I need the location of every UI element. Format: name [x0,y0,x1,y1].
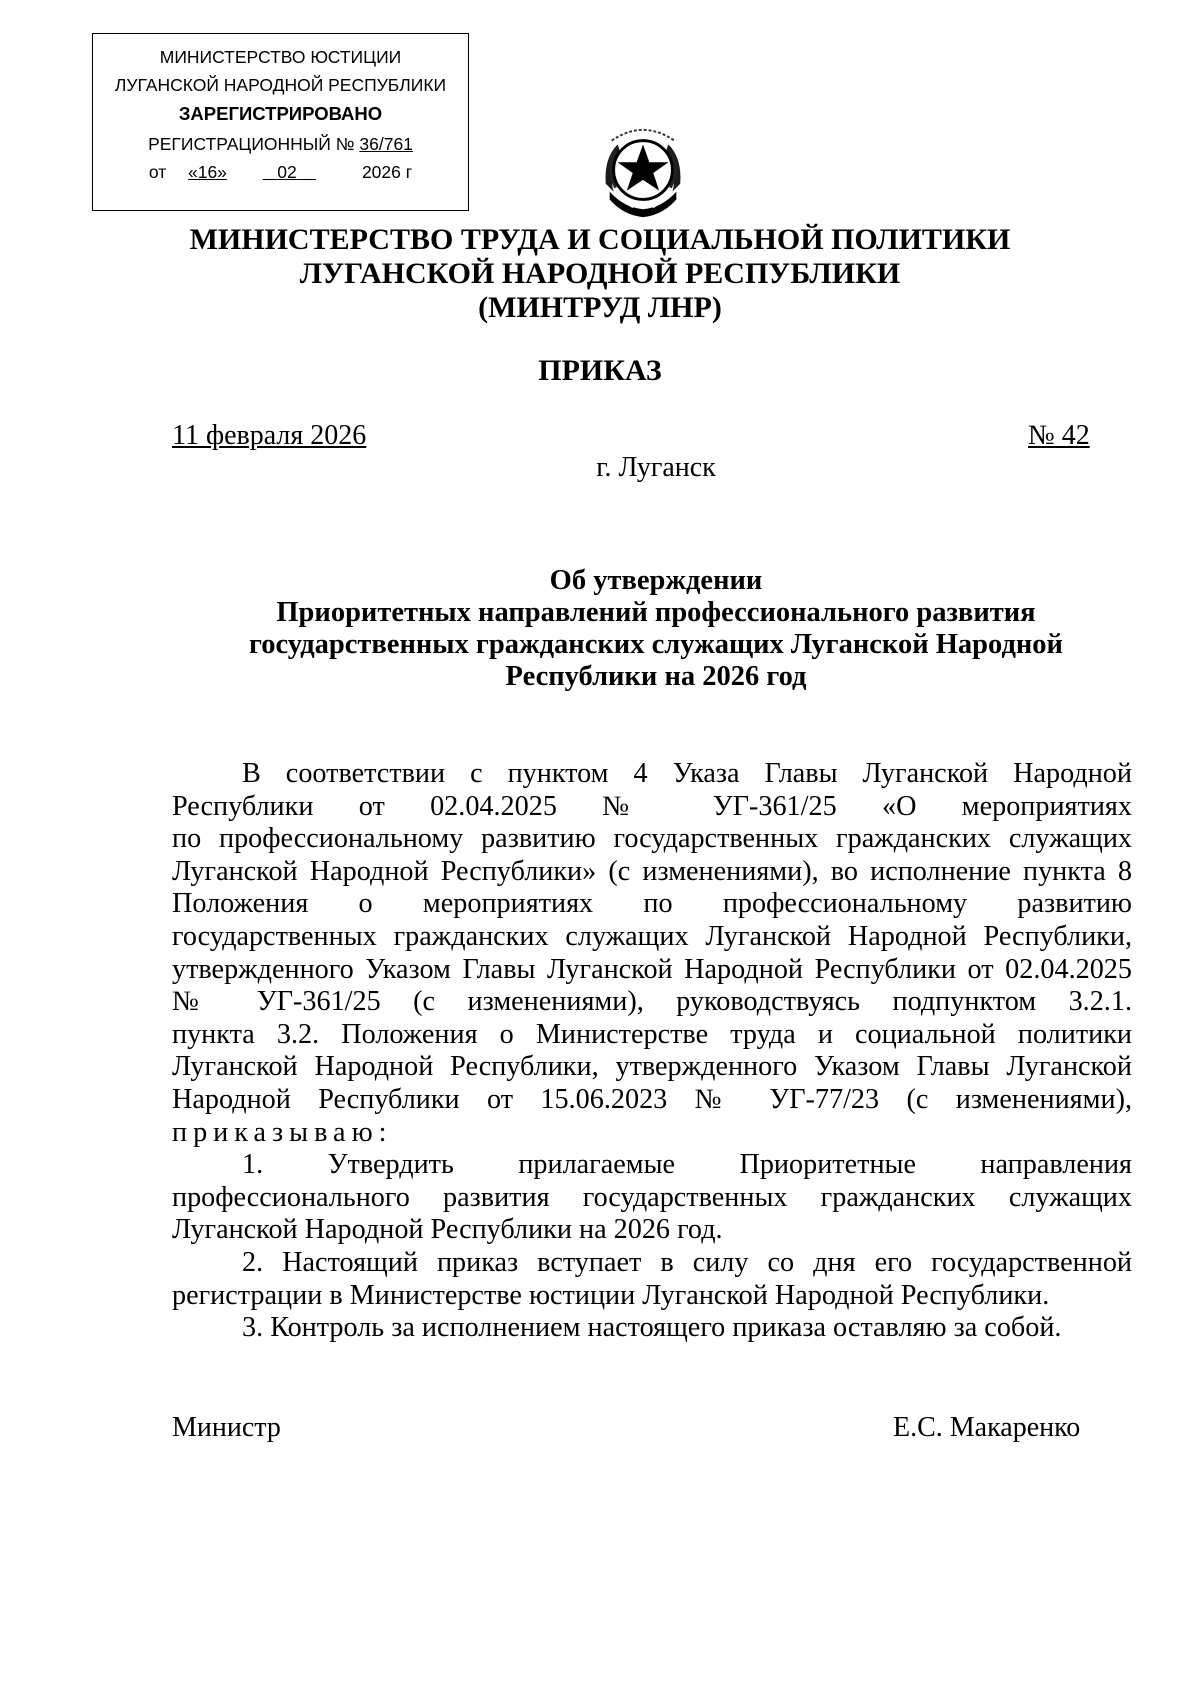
stamp-reg-label: РЕГИСТРАЦИОННЫЙ № [148,134,355,154]
stamp-date-prefix: от [148,162,167,182]
preamble-line: утвержденного Указом Главы Луганской Народной Республики от 02.04.2025 [172,953,1132,985]
preamble-line: Республики от 02.04.2025 № УГ-361/25 «О мероприятиях [172,790,1132,822]
stamp-year: 2026 г [361,162,413,182]
item3-line: 3. Контроль за исполнением настоящего приказа оставляю за собой. [242,1312,1062,1344]
item1-line: 1. Утвердить прилагаемые Приоритетные направления [242,1149,1132,1181]
republic-emblem-icon [594,122,692,222]
preamble-line: Народной Республики от 15.06.2023 № УГ-77/23 (с изменениями), [172,1083,1132,1115]
stamp-status: ЗАРЕГИСТРИРОВАНО [178,103,383,124]
order-title-line1: Об утверждении [549,565,763,596]
order-city: г. Луганск [596,452,716,483]
ministry-name-line1: МИНИСТЕРСТВО ТРУДА И СОЦИАЛЬНОЙ ПОЛИТИКИ [189,223,1011,256]
order-date: 11 февраля 2026 [172,420,367,451]
stamp-ministry-line: МИНИСТЕРСТВО ЮСТИЦИИ [159,47,402,67]
item1-line: профессионального развития государственных гражданских служащих [172,1181,1132,1213]
preamble-line: Луганской Народной Республики» (с изменениями), во исполнение пункта 8 [172,855,1132,887]
stamp-month: 02 [277,162,297,182]
preamble-line: № УГ-361/25 (с изменениями), руководствуясь подпунктом 3.2.1. [172,986,1132,1018]
signature-name: Е.С. Макаренко [893,1412,1081,1443]
ministry-name-line2: ЛУГАНСКОЙ НАРОДНОЙ РЕСПУБЛИКИ [299,257,901,290]
preamble-line: Положения о мероприятиях по профессиональному развитию [172,888,1132,920]
order-title-line2: Приоритетных направлений профессионального развития [276,597,1036,628]
stamp-day: «16» [187,162,227,182]
order-body [172,758,1132,1345]
preamble-line: В соответствии с пунктом 4 Указа Главы Луганской Народной [242,758,1132,789]
preamble-line: государственных гражданских служащих Луганской Народной Республики, [172,920,1132,952]
preamble-line: по профессиональному развитию государственных гражданских служащих [172,823,1132,855]
stamp-reg-number: 36/761 [359,134,413,154]
item2-line: регистрации в Министерстве юстиции Луганской Народной Республики. [172,1279,1050,1311]
ministry-short-name: (МИНТРУД ЛНР) [478,291,722,324]
stamp-date-line [93,161,468,183]
preamble-line: Луганской Народной Республики, утвержденного Указом Главы Луганской [172,1051,1132,1083]
preamble-line: пункта 3.2. Положения о Министерстве труда и социальной политики [172,1018,1132,1050]
item2-line: 2. Настоящий приказ вступает в силу со дня его государственной [242,1246,1132,1278]
registration-stamp [92,33,469,211]
signature-position: Министр [172,1412,281,1443]
order-verb: приказываю: [172,1116,393,1148]
stamp-republic-line: ЛУГАНСКОЙ НАРОДНОЙ РЕСПУБЛИКИ [114,75,447,95]
item1-line: Луганской Народной Республики на 2026 год. [172,1214,723,1246]
order-title-line3: государственных гражданских служащих Луганской Народной [249,629,1063,660]
order-number: № 42 [1028,420,1090,451]
order-title-line4: Республики на 2026 год [505,661,807,692]
document-type: ПРИКАЗ [538,354,662,387]
stamp-reg-number-line [93,133,468,155]
